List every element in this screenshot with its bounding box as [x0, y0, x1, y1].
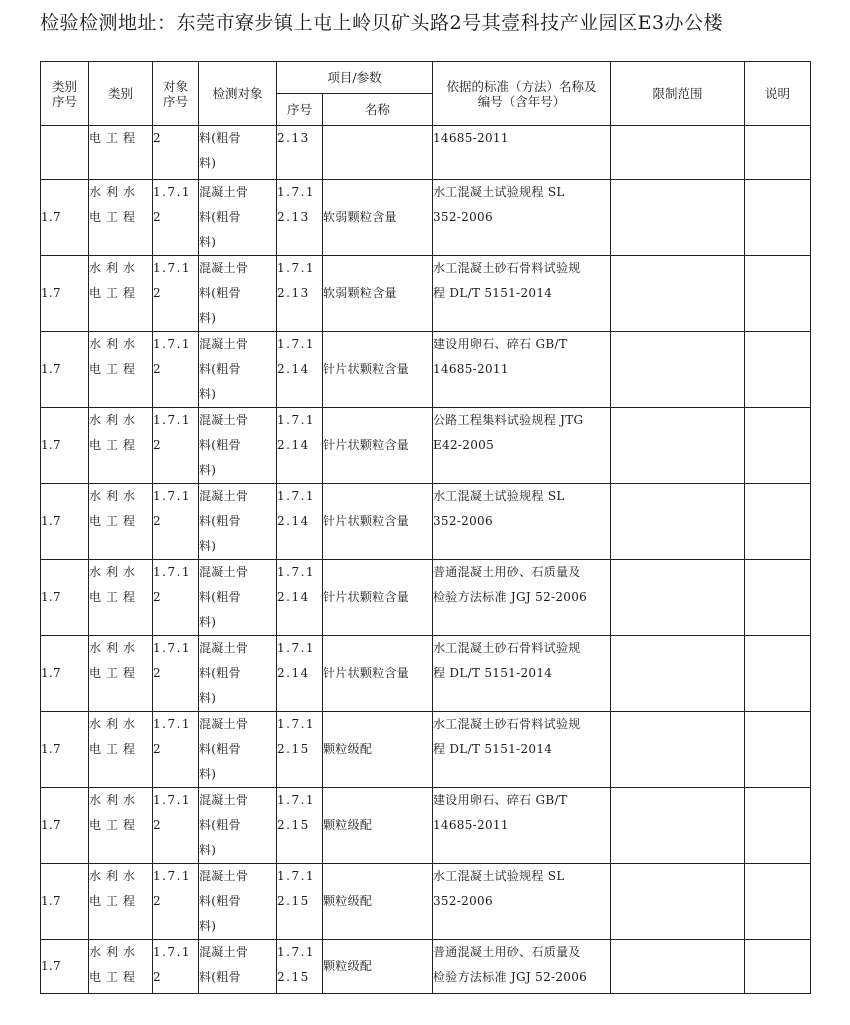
cell-object-no: 1.7.1 2 — [153, 180, 199, 256]
cell-item-name: 软弱颗粒含量 — [323, 256, 433, 332]
cell-limit — [611, 256, 745, 332]
cell-category: 水利水 电工程 — [89, 256, 153, 332]
cell-item-no: 2.13 — [277, 126, 323, 180]
cell-object: 混凝土骨 料(粗骨 料) — [199, 484, 277, 560]
cell-item-no: 1.7.1 2.15 — [277, 864, 323, 940]
cell-item-no: 1.7.1 2.14 — [277, 332, 323, 408]
table-row — [41, 712, 811, 788]
cell-object-no: 1.7.1 2 — [153, 408, 199, 484]
cell-limit — [611, 560, 745, 636]
table-row — [41, 560, 811, 636]
testing-address: 检验检测地址：东莞市寮步镇上屯上岭贝矿头路2号其壹科技产业园区E3办公楼 — [40, 12, 724, 34]
cell-limit — [611, 180, 745, 256]
header-object-no: 对象 序号 — [153, 62, 199, 126]
cell-object-no: 1.7.1 2 — [153, 712, 199, 788]
cell-item-no: 1.7.1 2.13 — [277, 180, 323, 256]
cell-category-no: 1.7 — [41, 408, 89, 484]
cell-remark — [745, 126, 811, 180]
header-category-no: 类别 序号 — [41, 62, 89, 126]
cell-standard: 水工混凝土砂石骨料试验规 程 DL/T 5151-2014 — [433, 256, 611, 332]
cell-item-name: 针片状颗粒含量 — [323, 484, 433, 560]
cell-remark — [745, 332, 811, 408]
cell-item-name: 颗粒级配 — [323, 788, 433, 864]
cell-standard: 水工混凝土试验规程 SL 352-2006 — [433, 484, 611, 560]
cell-object-no: 1.7.1 2 — [153, 788, 199, 864]
cell-object-no: 1.7.1 2 — [153, 256, 199, 332]
cell-object-no: 1.7.1 2 — [153, 332, 199, 408]
accreditation-table — [40, 61, 811, 994]
cell-standard: 建设用卵石、碎石 GB/T 14685-2011 — [433, 788, 611, 864]
header-category: 类别 — [89, 62, 153, 126]
cell-category: 电工程 — [89, 126, 153, 180]
cell-remark — [745, 864, 811, 940]
cell-object: 混凝土骨 料(粗骨 料) — [199, 712, 277, 788]
cell-item-name: 颗粒级配 — [323, 864, 433, 940]
cell-item-no: 1.7.1 2.14 — [277, 560, 323, 636]
cell-standard: 水工混凝土砂石骨料试验规 程 DL/T 5151-2014 — [433, 636, 611, 712]
cell-category: 水利水 电工程 — [89, 408, 153, 484]
cell-limit — [611, 864, 745, 940]
cell-remark — [745, 180, 811, 256]
cell-standard: 水工混凝土砂石骨料试验规 程 DL/T 5151-2014 — [433, 712, 611, 788]
header-item-group: 项目/参数 — [277, 62, 433, 94]
table-row — [41, 484, 811, 560]
cell-category-no: 1.7 — [41, 332, 89, 408]
cell-object-no: 1.7.1 2 — [153, 560, 199, 636]
cell-item-no: 1.7.1 2.14 — [277, 484, 323, 560]
cell-standard: 普通混凝土用砂、石质量及 检验方法标准 JGJ 52-2006 — [433, 560, 611, 636]
table-body — [41, 126, 811, 994]
header-standard: 依据的标准（方法）名称及 编号（含年号） — [433, 62, 611, 126]
cell-item-no: 1.7.1 2.13 — [277, 256, 323, 332]
cell-category-no: 1.7 — [41, 940, 89, 994]
cell-standard: 14685-2011 — [433, 126, 611, 180]
cell-category: 水利水 电工程 — [89, 484, 153, 560]
cell-item-name: 针片状颗粒含量 — [323, 408, 433, 484]
cell-item-name: 软弱颗粒含量 — [323, 180, 433, 256]
cell-remark — [745, 408, 811, 484]
cell-item-name: 针片状颗粒含量 — [323, 332, 433, 408]
cell-remark — [745, 712, 811, 788]
cell-object-no: 1.7.1 2 — [153, 636, 199, 712]
table-row — [41, 788, 811, 864]
table-header — [41, 62, 811, 126]
table-row — [41, 256, 811, 332]
cell-remark — [745, 256, 811, 332]
cell-object: 混凝土骨 料(粗骨 料) — [199, 636, 277, 712]
cell-limit — [611, 484, 745, 560]
cell-limit — [611, 712, 745, 788]
cell-category-no: 1.7 — [41, 180, 89, 256]
cell-category: 水利水 电工程 — [89, 332, 153, 408]
cell-item-no: 1.7.1 2.14 — [277, 636, 323, 712]
table-row — [41, 180, 811, 256]
cell-category-no: 1.7 — [41, 484, 89, 560]
cell-category: 水利水 电工程 — [89, 180, 153, 256]
cell-item-name: 针片状颗粒含量 — [323, 636, 433, 712]
cell-remark — [745, 636, 811, 712]
cell-standard: 公路工程集料试验规程 JTG E42-2005 — [433, 408, 611, 484]
cell-item-no: 1.7.1 2.15 — [277, 712, 323, 788]
cell-category-no: 1.7 — [41, 256, 89, 332]
cell-object: 混凝土骨 料(粗骨 料) — [199, 408, 277, 484]
cell-item-no: 1.7.1 2.15 — [277, 788, 323, 864]
table-row — [41, 126, 811, 180]
cell-category-no: 1.7 — [41, 712, 89, 788]
cell-standard: 普通混凝土用砂、石质量及 检验方法标准 JGJ 52-2006 — [433, 940, 611, 994]
cell-remark — [745, 940, 811, 994]
cell-limit — [611, 332, 745, 408]
cell-object-no: 2 — [153, 126, 199, 180]
cell-category: 水利水 电工程 — [89, 788, 153, 864]
cell-standard: 建设用卵石、碎石 GB/T 14685-2011 — [433, 332, 611, 408]
cell-item-no: 1.7.1 2.15 — [277, 940, 323, 994]
header-object: 检测对象 — [199, 62, 277, 126]
cell-category-no: 1.7 — [41, 560, 89, 636]
cell-category-no: 1.7 — [41, 788, 89, 864]
cell-object: 混凝土骨 料(粗骨 料) — [199, 560, 277, 636]
table-row — [41, 864, 811, 940]
table-row — [41, 940, 811, 994]
cell-object: 混凝土骨 料(粗骨 料) — [199, 864, 277, 940]
cell-category: 水利水 电工程 — [89, 864, 153, 940]
cell-category: 水利水 电工程 — [89, 940, 153, 994]
cell-limit — [611, 408, 745, 484]
cell-category: 水利水 电工程 — [89, 712, 153, 788]
cell-remark — [745, 484, 811, 560]
cell-remark — [745, 788, 811, 864]
cell-object: 混凝土骨 料(粗骨 料) — [199, 788, 277, 864]
table-row — [41, 636, 811, 712]
cell-category-no: 1.7 — [41, 636, 89, 712]
table-row — [41, 332, 811, 408]
cell-object: 混凝土骨 料(粗骨 料) — [199, 180, 277, 256]
cell-category: 水利水 电工程 — [89, 636, 153, 712]
cell-standard: 水工混凝土试验规程 SL 352-2006 — [433, 180, 611, 256]
cell-item-name: 颗粒级配 — [323, 712, 433, 788]
cell-item-name: 颗粒级配 — [323, 940, 433, 994]
header-remark: 说明 — [745, 62, 811, 126]
cell-remark — [745, 560, 811, 636]
cell-object-no: 1.7.1 2 — [153, 940, 199, 994]
cell-item-no: 1.7.1 2.14 — [277, 408, 323, 484]
cell-object: 料(粗骨 料) — [199, 126, 277, 180]
cell-category-no: 1.7 — [41, 864, 89, 940]
cell-limit — [611, 788, 745, 864]
cell-category-no — [41, 126, 89, 180]
header-limit: 限制范围 — [611, 62, 745, 126]
cell-category: 水利水 电工程 — [89, 560, 153, 636]
header-item-no: 序号 — [277, 94, 323, 126]
cell-object: 混凝土骨 料(粗骨 料) — [199, 256, 277, 332]
cell-object-no: 1.7.1 2 — [153, 484, 199, 560]
cell-item-name — [323, 126, 433, 180]
cell-standard: 水工混凝土试验规程 SL 352-2006 — [433, 864, 611, 940]
cell-limit — [611, 940, 745, 994]
cell-limit — [611, 126, 745, 180]
cell-limit — [611, 636, 745, 712]
header-item-name: 名称 — [323, 94, 433, 126]
cell-object-no: 1.7.1 2 — [153, 864, 199, 940]
table-row — [41, 408, 811, 484]
cell-object: 混凝土骨 料(粗骨 — [199, 940, 277, 994]
cell-object: 混凝土骨 料(粗骨 料) — [199, 332, 277, 408]
cell-item-name: 针片状颗粒含量 — [323, 560, 433, 636]
